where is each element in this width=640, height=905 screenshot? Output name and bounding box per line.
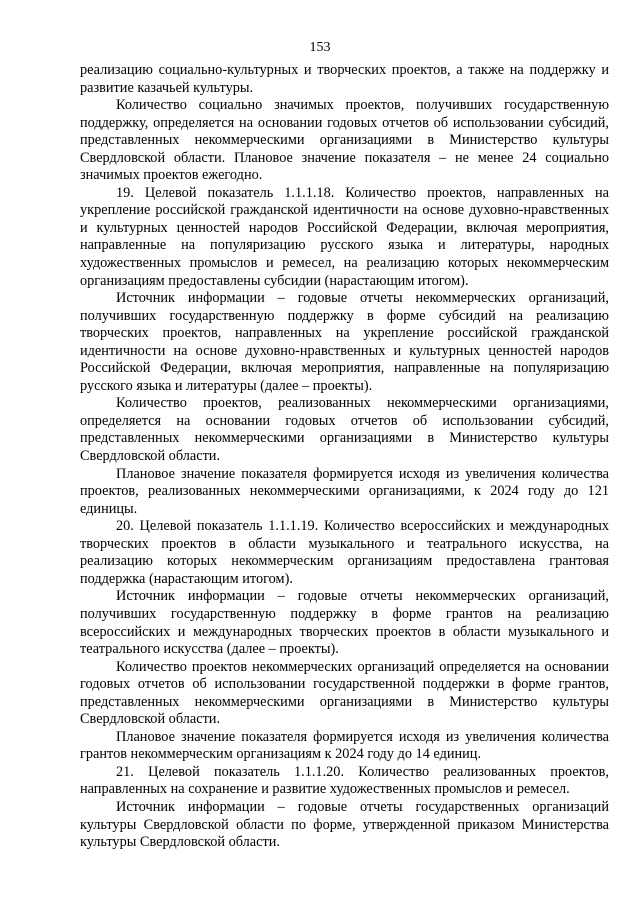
paragraph: Количество социально значимых проектов, получивших государственную поддержку, определяется на основании годовых отчетов об использовании субсидий, представленных некоммерческими организациями в Министерство культуры Свердловской области. Плановое значение показателя – не менее 24 социально значимых проектов ежегодно.: [80, 97, 609, 184]
paragraph: Количество проектов, реализованных некоммерческими организациями, определяется на основании годовых отчетов об использовании субсидий, представленных некоммерческими организациями в Министерство культуры Свердловской области.: [80, 395, 609, 465]
paragraph: Источник информации – годовые отчеты некоммерческих организаций, получивших государственную поддержку в форме субсидий на реализацию творческих проектов, направленных на укрепление российской гражданской идентичности на основе духовно-нравственных и культурных ценностей народов Российской Федерации, включая мероприятия, направленные на популяризацию русского языка и литературы (далее – проекты).: [80, 290, 609, 394]
paragraph: Количество проектов некоммерческих организаций определяется на основании годовых отчетов об использовании государственной поддержки в форме грантов, представленных некоммерческими организациями в Министерство культуры Свердловской области.: [80, 658, 609, 728]
paragraph: Плановое значение показателя формируется исходя из увеличения количества грантов некоммерческим организациям к 2024 году до 14 единиц.: [80, 728, 609, 763]
paragraph: 19. Целевой показатель 1.1.1.18. Количество проектов, направленных на укрепление российской гражданской идентичности на основе духовно-нравственных и культурных ценностей народов Российской Федерации, включая мероприятия, направленные на популяризацию русского языка и литературы, народных художественных промыслов и ремесел, на реализацию которых некоммерческим организациям предоставлены субсидии (нарастающим итогом).: [80, 184, 609, 289]
paragraph: реализацию социально-культурных и творческих проектов, а также на поддержку и развитие казачьей культуры.: [80, 62, 609, 96]
document-body: [80, 62, 609, 852]
page-number: 153: [309, 40, 331, 55]
paragraph: 20. Целевой показатель 1.1.1.19. Количество всероссийских и международных творческих проектов в области музыкального и театрального искусства, на реализацию которых некоммерческим организациям предоставлена грантовая поддержка (нарастающим итогом).: [80, 518, 609, 587]
paragraph: Источник информации – годовые отчеты некоммерческих организаций, получивших государственную поддержку в форме грантов на реализацию всероссийских и международных творческих проектов в области музыкального и театрального искусства (далее – проекты).: [80, 588, 609, 658]
paragraph: Плановое значение показателя формируется исходя из увеличения количества проектов, реализованных некоммерческими организациями, к 2024 году до 121 единицы.: [80, 465, 609, 517]
paragraph: 21. Целевой показатель 1.1.1.20. Количество реализованных проектов, направленных на сохранение и развитие художественных промыслов и ремесел.: [80, 763, 609, 798]
paragraph: Источник информации – годовые отчеты государственных организаций культуры Свердловской области по форме, утвержденной приказом Министерства культуры Свердловской области.: [80, 798, 609, 851]
